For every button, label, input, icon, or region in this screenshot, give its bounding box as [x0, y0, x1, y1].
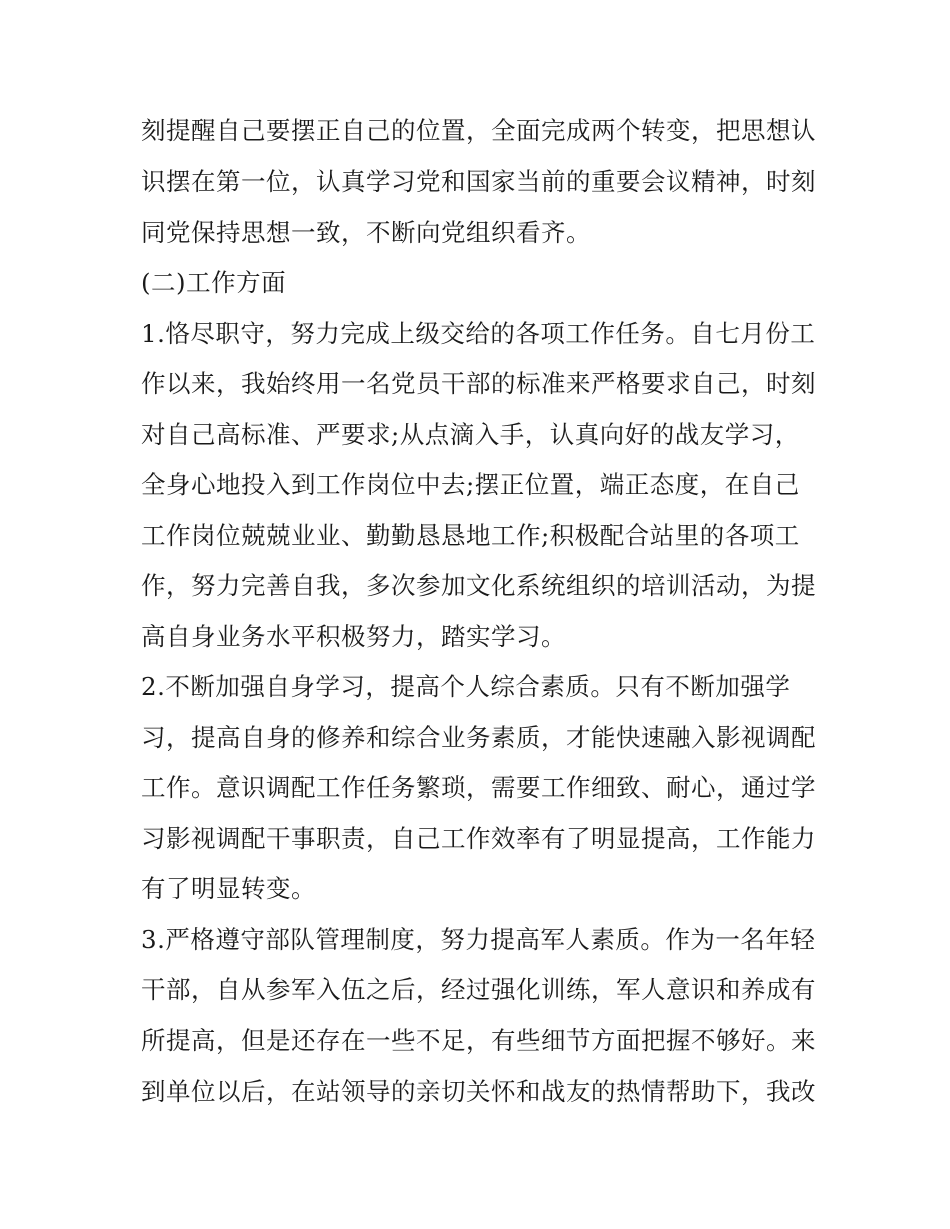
text-line: 2.不断加强自身学习，提高个人综合素质。只有不断加强学	[141, 672, 791, 701]
text-line: 刻提醒自己要摆正自己的位置，全面完成两个转变，把思想认	[141, 116, 816, 145]
text-line: 1.恪尽职守，努力完成上级交给的各项工作任务。自七月份工	[141, 319, 816, 348]
text-line: 有了明显转变。	[141, 874, 316, 903]
text-line: 作，努力完善自我，多次参加文化系统组织的培训活动，为提	[141, 571, 816, 600]
section-heading: (二)工作方面	[141, 268, 287, 297]
text-line: 到单位以后，在站领导的亲切关怀和战友的热情帮助下，我改	[141, 1077, 816, 1106]
text-line: 工作。意识调配工作任务繁琐，需要工作细致、耐心，通过学	[141, 773, 816, 802]
text-line: 高自身业务水平积极努力，踏实学习。	[141, 622, 566, 651]
text-line: 作以来，我始终用一名党员干部的标准来严格要求自己，时刻	[141, 369, 816, 398]
text-line: 3.严格遵守部队管理制度，努力提高军人素质。作为一名年轻	[141, 925, 816, 954]
text-line: 识摆在第一位，认真学习党和国家当前的重要会议精神，时刻	[141, 167, 816, 196]
text-line: 全身心地投入到工作岗位中去;摆正位置，端正态度，在自己	[141, 470, 800, 499]
text-line: 所提高，但是还存在一些不足，有些细节方面把握不够好。来	[141, 1026, 816, 1055]
text-line: 同党保持思想一致，不断向党组织看齐。	[141, 218, 591, 247]
text-line: 习影视调配干事职责，自己工作效率有了明显提高，工作能力	[141, 824, 816, 853]
text-line: 干部，自从参军入伍之后，经过强化训练，军人意识和养成有	[141, 975, 816, 1004]
text-line: 工作岗位兢兢业业、勤勤恳恳地工作;积极配合站里的各项工	[141, 521, 800, 550]
text-line: 习，提高自身的修养和综合业务素质，才能快速融入影视调配	[141, 723, 816, 752]
text-line: 对自己高标准、严要求;从点滴入手，认真向好的战友学习，	[141, 420, 800, 449]
